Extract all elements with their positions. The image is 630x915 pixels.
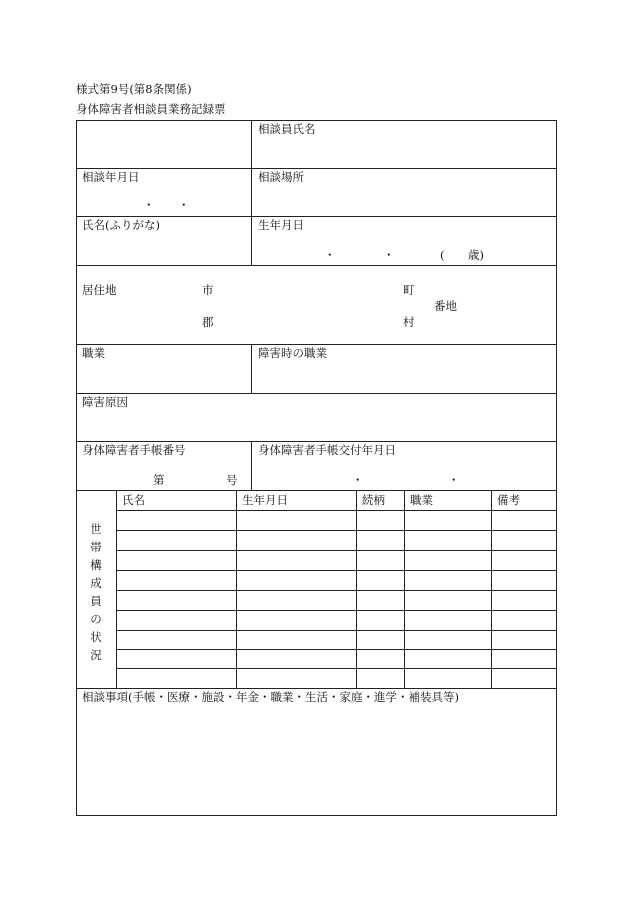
counselor-name-field[interactable] xyxy=(252,138,555,167)
household-cell-relation[interactable] xyxy=(357,650,404,668)
household-cell-remarks[interactable] xyxy=(492,571,556,590)
household-section-label xyxy=(76,520,116,664)
town-label: 町 xyxy=(403,283,415,297)
counselor-name-label: 相談員氏名 xyxy=(258,122,316,136)
household-cell-remarks[interactable] xyxy=(492,669,556,688)
household-cell-occupation[interactable] xyxy=(405,531,491,550)
occupation-label: 職業 xyxy=(82,346,105,360)
client-name-label: 氏名(ふりがな) xyxy=(82,218,160,232)
household-cell-relation[interactable] xyxy=(357,551,404,570)
household-cell-occupation[interactable] xyxy=(405,571,491,590)
household-col-birthdate: 生年月日 xyxy=(242,493,288,507)
consultation-matters-field[interactable] xyxy=(77,708,555,814)
household-cell-name[interactable] xyxy=(117,611,236,630)
age-open-paren: ( xyxy=(440,248,445,262)
age-unit: 歳) xyxy=(468,248,484,262)
household-cell-occupation[interactable] xyxy=(405,591,491,610)
household-cell-birthdate[interactable] xyxy=(237,511,356,530)
household-label-char: 帯 xyxy=(90,540,102,554)
blank-cell xyxy=(77,121,251,168)
household-cell-occupation[interactable] xyxy=(405,650,491,668)
consultation-date-label: 相談年月日 xyxy=(82,170,140,184)
date-separator-dot: ・ xyxy=(178,198,190,212)
date-separator-dot: ・ xyxy=(383,248,395,262)
household-cell-name[interactable] xyxy=(117,511,236,530)
household-cell-relation[interactable] xyxy=(357,571,404,590)
household-cell-remarks[interactable] xyxy=(492,611,556,630)
household-cell-relation[interactable] xyxy=(357,531,404,550)
household-cell-birthdate[interactable] xyxy=(237,571,356,590)
village-label: 村 xyxy=(403,315,415,329)
household-cell-name[interactable] xyxy=(117,571,236,590)
household-label-char: 成 xyxy=(90,576,102,590)
household-cell-remarks[interactable] xyxy=(492,551,556,570)
household-cell-remarks[interactable] xyxy=(492,591,556,610)
household-cell-relation[interactable] xyxy=(357,669,404,688)
household-cell-birthdate[interactable] xyxy=(237,531,356,550)
household-col-relation: 続柄 xyxy=(362,493,385,507)
household-cell-birthdate[interactable] xyxy=(237,551,356,570)
household-cell-occupation[interactable] xyxy=(405,551,491,570)
household-cell-birthdate[interactable] xyxy=(237,611,356,630)
household-cell-birthdate[interactable] xyxy=(237,669,356,688)
birth-date-label: 生年月日 xyxy=(258,218,304,232)
consultation-place-label: 相談場所 xyxy=(258,170,304,184)
birth-date-field[interactable] xyxy=(252,234,555,264)
city-label: 市 xyxy=(202,283,214,297)
handbook-go-label: 号 xyxy=(226,473,238,487)
household-cell-birthdate[interactable] xyxy=(237,591,356,610)
occupation-at-disability-field[interactable] xyxy=(252,362,555,392)
household-cell-relation[interactable] xyxy=(357,631,404,649)
date-separator-dot: ・ xyxy=(448,473,460,487)
household-cell-occupation[interactable] xyxy=(405,631,491,649)
household-cell-relation[interactable] xyxy=(357,511,404,530)
household-cell-remarks[interactable] xyxy=(492,531,556,550)
disability-cause-label: 障害原因 xyxy=(82,395,128,409)
household-label-char: 員 xyxy=(90,594,102,608)
handbook-issue-date-field[interactable] xyxy=(252,459,555,489)
household-col-name: 氏名 xyxy=(122,493,145,507)
household-label-char: 況 xyxy=(90,648,102,662)
household-cell-name[interactable] xyxy=(117,650,236,668)
occupation-field[interactable] xyxy=(77,362,251,392)
handbook-issue-date-label: 身体障害者手帳交付年月日 xyxy=(258,443,396,457)
household-col-remarks: 備考 xyxy=(497,493,520,507)
household-cell-occupation[interactable] xyxy=(405,511,491,530)
handbook-number-label: 身体障害者手帳番号 xyxy=(82,443,186,457)
handbook-dai-label: 第 xyxy=(153,473,165,487)
household-cell-occupation[interactable] xyxy=(405,611,491,630)
consultation-place-field[interactable] xyxy=(252,186,555,215)
date-separator-dot: ・ xyxy=(143,198,155,212)
lot-number-label: 番地 xyxy=(434,299,457,313)
form-number: 様式第9号(第8条関係) xyxy=(76,82,192,96)
occupation-at-disability-label: 障害時の職業 xyxy=(258,346,327,360)
household-cell-name[interactable] xyxy=(117,631,236,649)
household-label-char: 構 xyxy=(90,558,102,572)
client-name-field[interactable] xyxy=(77,234,251,264)
residence-field[interactable] xyxy=(120,270,550,340)
household-cell-remarks[interactable] xyxy=(492,631,556,649)
district-label: 郡 xyxy=(202,315,214,329)
household-cell-relation[interactable] xyxy=(357,611,404,630)
consultation-matters-label: 相談事項(手帳・医療・施設・年金・職業・生活・家庭・進学・補装具等) xyxy=(82,690,459,704)
consultation-date-field[interactable] xyxy=(77,186,251,215)
residence-label: 居住地 xyxy=(82,283,117,297)
household-cell-remarks[interactable] xyxy=(492,650,556,668)
household-cell-name[interactable] xyxy=(117,669,236,688)
household-label-char: の xyxy=(90,612,102,626)
household-cell-name[interactable] xyxy=(117,531,236,550)
household-cell-occupation[interactable] xyxy=(405,669,491,688)
household-cell-relation[interactable] xyxy=(357,591,404,610)
household-cell-name[interactable] xyxy=(117,591,236,610)
date-separator-dot: ・ xyxy=(352,473,364,487)
household-label-char: 状 xyxy=(90,630,102,644)
handbook-number-field[interactable] xyxy=(77,459,251,489)
household-cell-name[interactable] xyxy=(117,551,236,570)
date-separator-dot: ・ xyxy=(324,248,336,262)
disability-cause-field[interactable] xyxy=(77,411,555,440)
household-col-occupation: 職業 xyxy=(410,493,433,507)
household-cell-remarks[interactable] xyxy=(492,511,556,530)
household-cell-birthdate[interactable] xyxy=(237,631,356,649)
household-label-char: 世 xyxy=(90,522,102,536)
household-cell-birthdate[interactable] xyxy=(237,650,356,668)
form-title: 身体障害者相談員業務記録票 xyxy=(76,102,226,116)
